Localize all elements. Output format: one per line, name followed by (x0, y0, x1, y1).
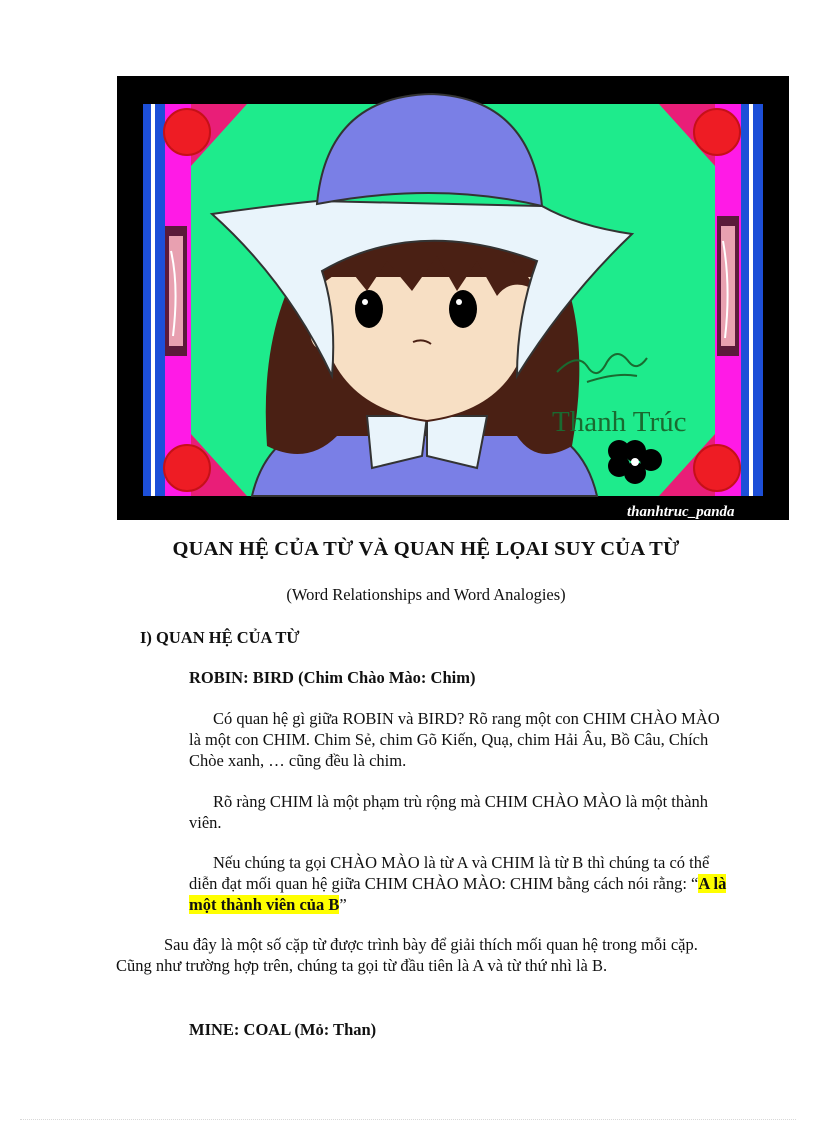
document-title: QUAN HỆ CỦA TỪ VÀ QUAN HỆ LỌAI SUY CỦA TỪ (172, 538, 680, 560)
closing-quote: ” (339, 895, 347, 914)
paragraph-robin-bird: Có quan hệ gì giữa ROBIN và BIRD? Rõ rang một con CHIM CHÀO MÀO là một con CHIM. Chim Sẻ, chim Gõ Kiến, Quạ, chim Hải Âu, Bồ Câu, Chích Chòe xanh, … cũng đều là chim. (189, 709, 720, 770)
highlighted-phrase: A là một thành viên của B (189, 874, 727, 914)
example-heading-robin-bird: ROBIN: BIRD (Chim Chào Mào: Chim) (189, 668, 476, 687)
signature-text: Thanh Trúc (552, 406, 687, 438)
watermark-text: thanhtruc_panda (627, 504, 735, 520)
paragraph-definition (189, 852, 729, 915)
page-bottom-rule (20, 1119, 796, 1120)
paragraph-definition-text: Nếu chúng ta gọi CHÀO MÀO là từ A và CHIM là từ B thì chúng ta có thể diễn đạt mối quan hệ giữa CHIM CHÀO MÀO: CHIM bằng cách nói rằng: “ (189, 853, 710, 893)
section-heading: I) QUAN HỆ CỦA TỪ (140, 628, 300, 647)
paragraph-intro-pairs: Sau đây là một số cặp từ được trình bày để giải thích mối quan hệ trong mỗi cặp. Cũng như trường hợp trên, chúng ta gọi từ đầu tiên là A và từ thứ nhì là B. (116, 935, 698, 975)
example-heading-mine-coal: MINE: COAL (Mỏ: Than) (189, 1020, 377, 1039)
cover-illustration (117, 76, 789, 520)
document-subtitle: (Word Relationships and Word Analogies) (286, 585, 566, 604)
paragraph-category: Rõ ràng CHIM là một phạm trù rộng mà CHIM CHÀO MÀO là một thành viên. (189, 792, 708, 832)
